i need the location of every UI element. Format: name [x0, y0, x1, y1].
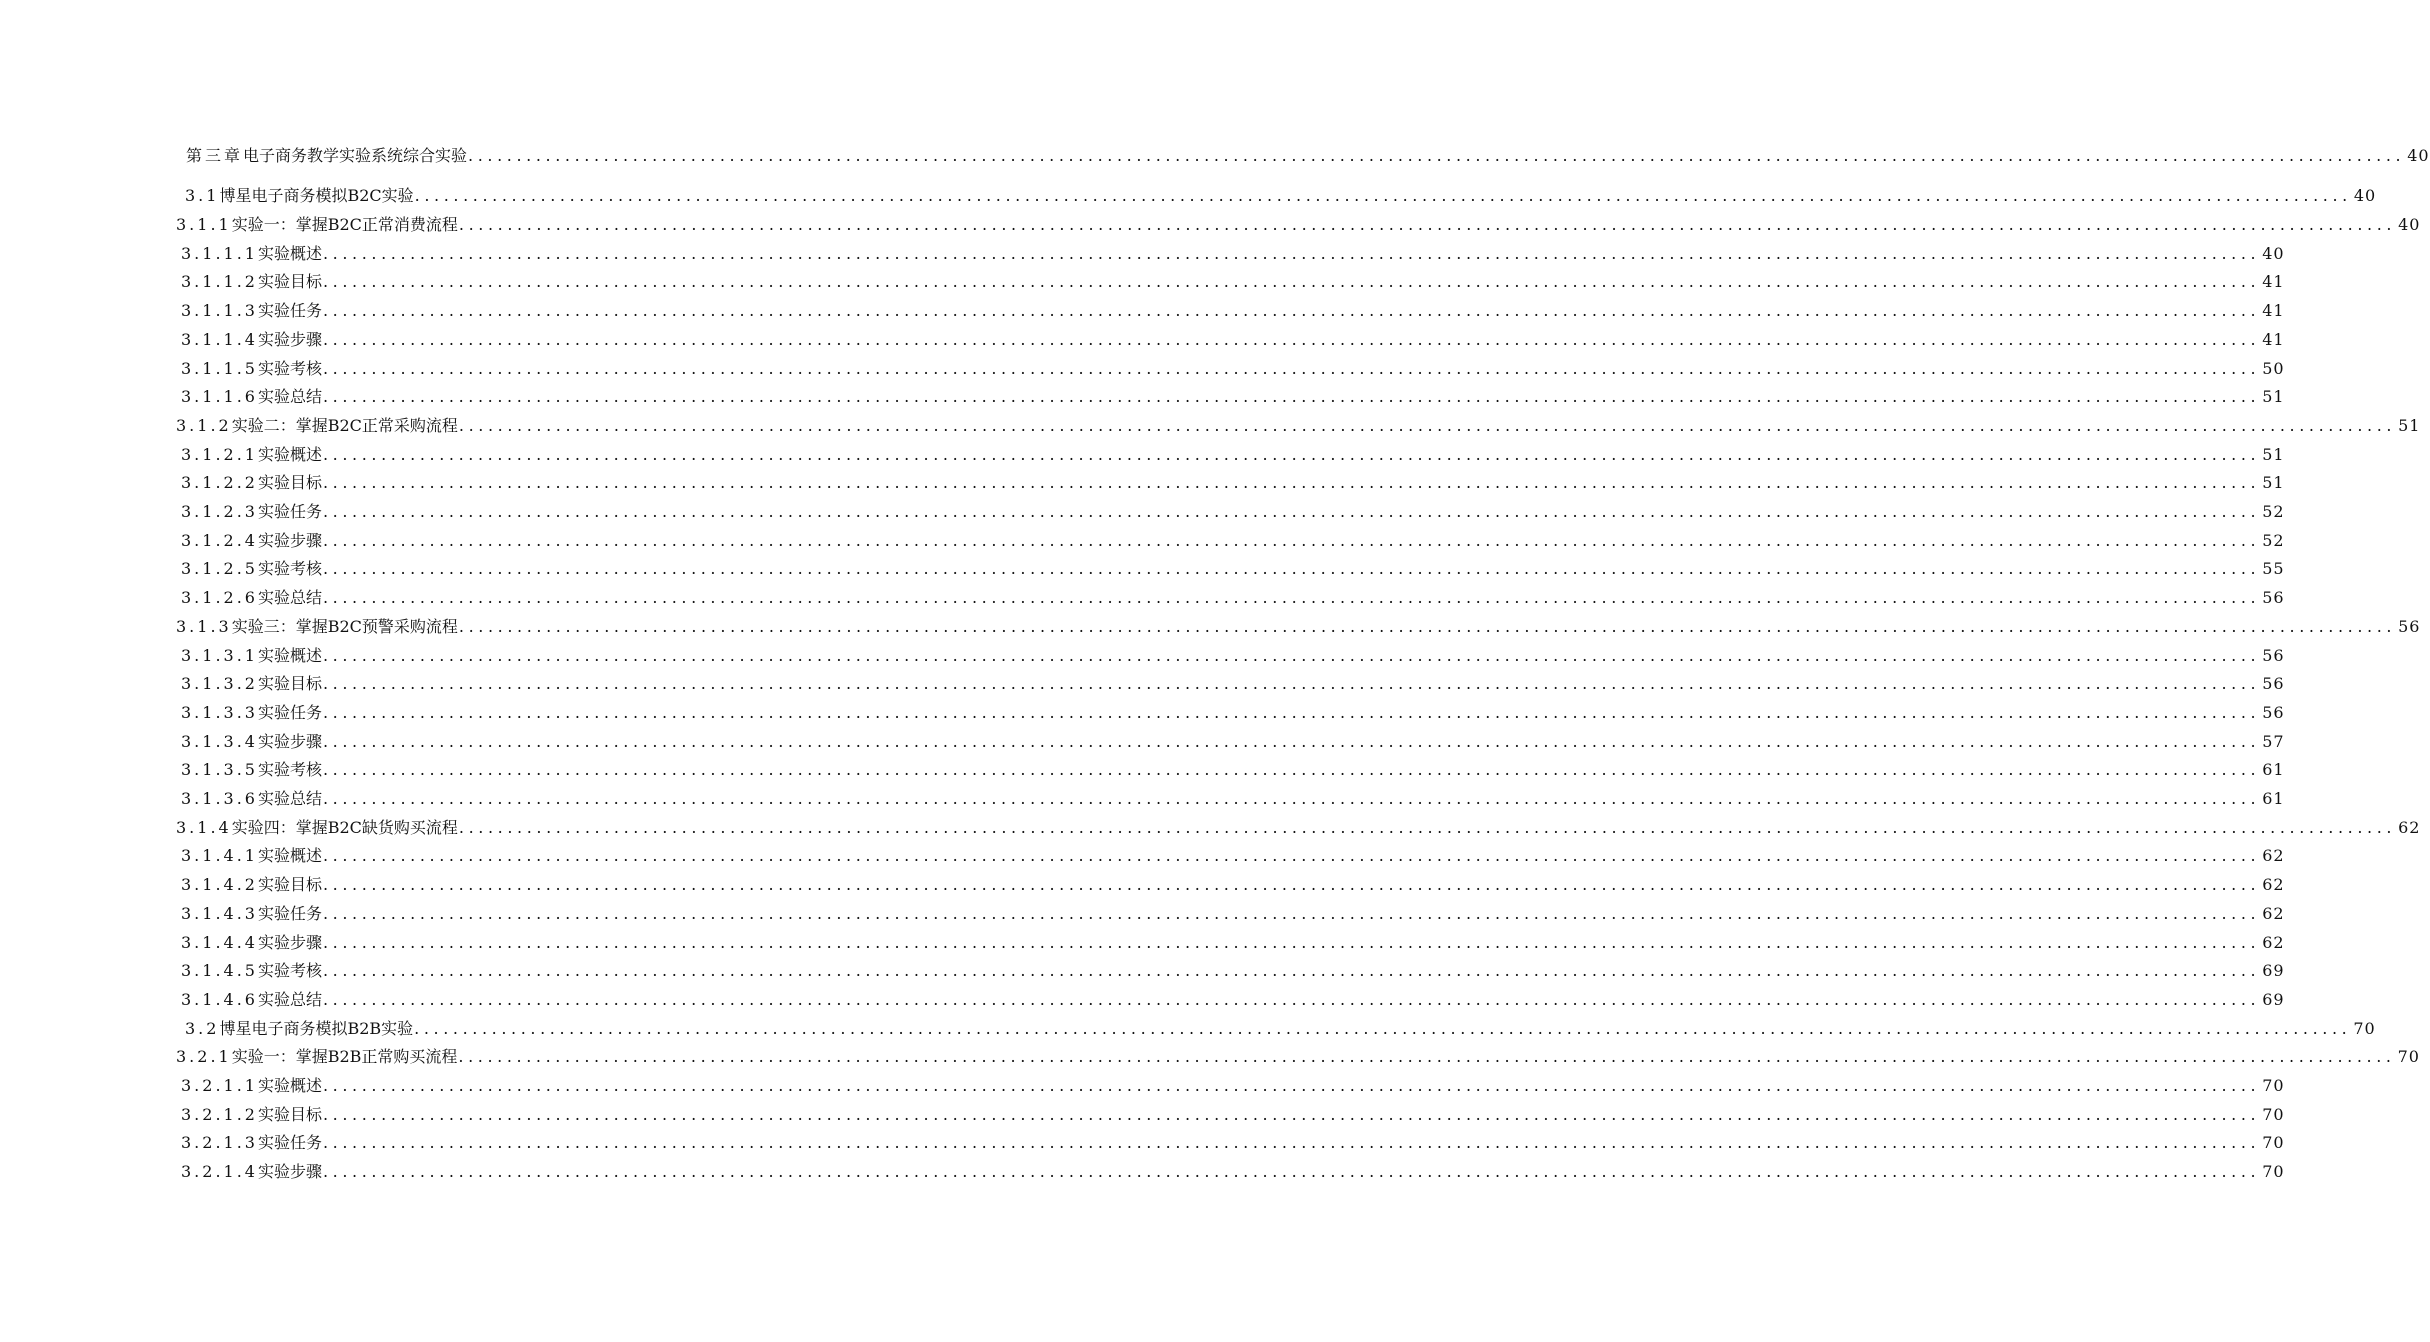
toc-entry[interactable]: [186, 142, 2430, 166]
toc-entry-title: 实验概述: [257, 1076, 322, 1095]
toc-entry[interactable]: [181, 498, 2285, 522]
toc-page-number: 40: [2262, 244, 2285, 263]
toc-entry-number: 3.1.2.6: [181, 588, 258, 607]
toc-page-number: 56: [2262, 588, 2285, 607]
toc-dot-leader: ........................................................................................................................................................................................................: [458, 215, 2397, 234]
toc-entry-title: 实验总结: [257, 990, 322, 1009]
toc-dot-leader: ........................................................................................................................................................................................................: [323, 904, 2261, 923]
toc-entry-number: 3.1.1.1: [181, 244, 258, 263]
toc-entry-title: 实验概述: [257, 846, 322, 865]
toc-entry-title: 实验考核: [257, 359, 322, 378]
toc-page-number: 69: [2262, 961, 2285, 980]
toc-entry[interactable]: [181, 670, 2285, 694]
toc-entry-title: 实验任务: [257, 904, 322, 923]
toc-entry-title: 实验考核: [257, 760, 322, 779]
toc-page-number: 61: [2262, 760, 2285, 779]
toc-entry-title: 实验目标: [257, 875, 322, 894]
toc-entry[interactable]: [181, 756, 2285, 780]
toc-entry-number: 3.1.2.1: [181, 445, 258, 464]
toc-page-number: 70: [2262, 1076, 2285, 1095]
toc-dot-leader: ........................................................................................................................................................................................................: [323, 445, 2261, 464]
toc-entry[interactable]: [181, 297, 2285, 321]
toc-entry[interactable]: [181, 957, 2285, 981]
toc-dot-leader: ........................................................................................................................................................................................................: [323, 1133, 2261, 1152]
toc-entry[interactable]: [181, 584, 2285, 608]
toc-page-number: 61: [2262, 789, 2285, 808]
toc-entry-title: 实验任务: [257, 301, 322, 320]
toc-page-number: 62: [2262, 933, 2285, 952]
toc-entry-number: 3.1.1.2: [181, 272, 258, 291]
toc-dot-leader: ........................................................................................................................................................................................................: [414, 1019, 2352, 1038]
toc-dot-leader: ........................................................................................................................................................................................................: [323, 646, 2261, 665]
toc-entry-number: 3.1.1.3: [181, 301, 258, 320]
toc-entry-title: 实验一：掌握B2B正常购买流程: [231, 1047, 458, 1066]
toc-entry-number: 3.2.1.2: [181, 1105, 258, 1124]
toc-entry[interactable]: [181, 555, 2285, 579]
toc-entry[interactable]: [176, 814, 2421, 838]
toc-entry[interactable]: [181, 1101, 2285, 1125]
toc-entry-number: 3.1.3: [176, 617, 232, 636]
toc-entry-number: 3.2.1.3: [181, 1133, 258, 1152]
toc-entry-title: 实验步骤: [257, 732, 322, 751]
toc-page-number: 70: [2262, 1162, 2285, 1181]
toc-entry-title: 实验总结: [257, 387, 322, 406]
toc-entry-number: 3.1.4.1: [181, 846, 258, 865]
toc-dot-leader: ........................................................................................................................................................................................................: [414, 186, 2352, 205]
toc-entry-title: 实验任务: [257, 1133, 322, 1152]
toc-page-number: 40: [2398, 215, 2421, 234]
toc-page-number: 51: [2398, 416, 2421, 435]
toc-entry-number: 3.1.2.4: [181, 531, 258, 550]
toc-dot-leader: ........................................................................................................................................................................................................: [458, 1047, 2396, 1066]
toc-entry-title: 实验目标: [257, 1105, 322, 1124]
toc-page-number: 56: [2262, 703, 2285, 722]
toc-entry-title: 实验步骤: [257, 1162, 322, 1181]
toc-page-number: 62: [2262, 904, 2285, 923]
toc-dot-leader: ........................................................................................................................................................................................................: [323, 330, 2261, 349]
toc-entry-number: 3.1.4.2: [181, 875, 258, 894]
toc-entry-number: 3.1.1.4: [181, 330, 258, 349]
toc-entry[interactable]: [181, 699, 2285, 723]
toc-entry[interactable]: [181, 326, 2285, 350]
toc-entry[interactable]: [181, 240, 2285, 264]
toc-entry-title: 实验概述: [257, 646, 322, 665]
toc-entry-number: 3.1.3.2: [181, 674, 258, 693]
toc-entry-title: 实验二：掌握B2C正常采购流程: [231, 416, 458, 435]
toc-entry-title: 实验步骤: [257, 531, 322, 550]
toc-entry-title: 实验步骤: [257, 330, 322, 349]
toc-dot-leader: ........................................................................................................................................................................................................: [323, 559, 2261, 578]
toc-page-number: 69: [2262, 990, 2285, 1009]
toc-dot-leader: ........................................................................................................................................................................................................: [323, 1162, 2261, 1181]
toc-dot-leader: ........................................................................................................................................................................................................: [323, 732, 2261, 751]
toc-dot-leader: ........................................................................................................................................................................................................: [323, 473, 2261, 492]
toc-entry-title: 博星电子商务模拟B2B实验: [219, 1019, 414, 1038]
toc-dot-leader: ........................................................................................................................................................................................................: [323, 301, 2261, 320]
toc-entry[interactable]: [185, 1015, 2376, 1039]
toc-entry[interactable]: [181, 842, 2285, 866]
toc-entry-number: 3.1.2.3: [181, 502, 258, 521]
toc-page-number: 40: [2353, 186, 2377, 205]
toc-entry-number: 3.1.3.6: [181, 789, 258, 808]
toc-entry[interactable]: [181, 986, 2285, 1010]
toc-page-number: 56: [2262, 674, 2285, 693]
toc-dot-leader: ........................................................................................................................................................................................................: [323, 1105, 2261, 1124]
toc-entry-number: 3.1.2.5: [181, 559, 258, 578]
toc-page-number: 62: [2398, 818, 2421, 837]
toc-page-number: 41: [2262, 330, 2285, 349]
toc-entry-number: 3.2.1.4: [181, 1162, 258, 1181]
toc-entry-number: 第三章: [186, 146, 244, 165]
toc-entry-title: 实验三：掌握B2C预警采购流程: [231, 617, 458, 636]
toc-dot-leader: ........................................................................................................................................................................................................: [323, 846, 2261, 865]
toc-page-number: 70: [2262, 1105, 2285, 1124]
toc-entry-title: 实验考核: [257, 961, 322, 980]
toc-entry[interactable]: [181, 929, 2285, 953]
toc-entry[interactable]: [176, 1043, 2420, 1067]
toc-entry-title: 博星电子商务模拟B2C实验: [219, 186, 414, 205]
toc-dot-leader: ........................................................................................................................................................................................................: [323, 703, 2261, 722]
toc-entry-title: 电子商务教学实验系统综合实验: [243, 146, 468, 165]
toc-page-number: 56: [2398, 617, 2421, 636]
toc-dot-leader: ........................................................................................................................................................................................................: [323, 387, 2261, 406]
toc-page-number: 51: [2262, 445, 2285, 464]
toc-entry[interactable]: [181, 527, 2285, 551]
toc-entry[interactable]: [176, 412, 2421, 436]
toc-entry[interactable]: [181, 785, 2285, 809]
toc-dot-leader: ........................................................................................................................................................................................................: [468, 146, 2406, 165]
toc-entry-title: 实验任务: [257, 502, 322, 521]
toc-entry-number: 3.1.1.6: [181, 387, 258, 406]
toc-dot-leader: ........................................................................................................................................................................................................: [323, 502, 2261, 521]
toc-dot-leader: ........................................................................................................................................................................................................: [323, 359, 2261, 378]
toc-entry[interactable]: [181, 469, 2285, 493]
toc-entry[interactable]: [181, 1072, 2285, 1096]
toc-dot-leader: ........................................................................................................................................................................................................: [323, 272, 2261, 291]
toc-page-number: 41: [2262, 301, 2285, 320]
toc-dot-leader: ........................................................................................................................................................................................................: [323, 531, 2261, 550]
toc-entry-title: 实验概述: [257, 244, 322, 263]
toc-entry-title: 实验目标: [257, 674, 322, 693]
toc-page-number: 40: [2407, 146, 2430, 165]
toc-entry-title: 实验一：掌握B2C正常消费流程: [231, 215, 458, 234]
toc-entry-number: 3.1.2: [176, 416, 232, 435]
toc-entry-number: 3.1.3.4: [181, 732, 258, 751]
toc-entry-title: 实验目标: [257, 272, 322, 291]
toc-entry[interactable]: [181, 1158, 2285, 1182]
toc-entry-number: 3.1.4.5: [181, 961, 258, 980]
toc-page-number: 70: [2353, 1019, 2376, 1038]
toc-entry[interactable]: [185, 182, 2377, 206]
toc-entry-number: 3.1.4.3: [181, 904, 258, 923]
toc-dot-leader: ........................................................................................................................................................................................................: [323, 933, 2261, 952]
toc-page-number: 62: [2262, 846, 2285, 865]
toc-entry-number: 3.2.1: [176, 1047, 232, 1066]
toc-entry-number: 3.1.1: [176, 215, 232, 234]
toc-page-number: 52: [2262, 531, 2285, 550]
toc-entry[interactable]: [181, 383, 2285, 407]
toc-dot-leader: ........................................................................................................................................................................................................: [458, 818, 2397, 837]
toc-entry[interactable]: [181, 268, 2285, 292]
toc-entry-number: 3.2: [185, 1019, 220, 1038]
toc-entry-number: 3.1.3.3: [181, 703, 258, 722]
toc-entry-title: 实验总结: [257, 588, 322, 607]
toc-dot-leader: ........................................................................................................................................................................................................: [323, 990, 2261, 1009]
toc-page-number: 70: [2397, 1047, 2420, 1066]
toc-dot-leader: ........................................................................................................................................................................................................: [323, 244, 2261, 263]
toc-entry-title: 实验考核: [257, 559, 322, 578]
toc-page-number: 70: [2262, 1133, 2285, 1152]
toc-page-number: 52: [2262, 502, 2285, 521]
toc-dot-leader: ........................................................................................................................................................................................................: [323, 961, 2261, 980]
toc-entry-number: 3.1: [185, 186, 220, 205]
toc-entry-title: 实验目标: [257, 473, 322, 492]
toc-entry-number: 3.2.1.1: [181, 1076, 258, 1095]
toc-entry[interactable]: [181, 642, 2285, 666]
toc-entry[interactable]: [181, 871, 2285, 895]
toc-entry-number: 3.1.2.2: [181, 473, 258, 492]
toc-entry-number: 3.1.4.4: [181, 933, 258, 952]
toc-entry-number: 3.1.3.1: [181, 646, 258, 665]
toc-entry-title: 实验概述: [257, 445, 322, 464]
toc-page-number: 57: [2262, 732, 2285, 751]
toc-entry[interactable]: [181, 355, 2285, 379]
toc-dot-leader: ........................................................................................................................................................................................................: [323, 674, 2261, 693]
toc-page-number: 51: [2262, 387, 2285, 406]
toc-entry-number: 3.1.1.5: [181, 359, 258, 378]
toc-dot-leader: ........................................................................................................................................................................................................: [323, 1076, 2261, 1095]
toc-entry-title: 实验步骤: [257, 933, 322, 952]
toc-entry[interactable]: [176, 211, 2421, 235]
toc-page-number: 50: [2262, 359, 2285, 378]
toc-entry-title: 实验任务: [257, 703, 322, 722]
toc-dot-leader: ........................................................................................................................................................................................................: [323, 789, 2261, 808]
toc-entry-title: 实验总结: [257, 789, 322, 808]
toc-entry[interactable]: [181, 441, 2285, 465]
toc-page-number: 55: [2262, 559, 2285, 578]
toc-entry-number: 3.1.3.5: [181, 760, 258, 779]
toc-dot-leader: ........................................................................................................................................................................................................: [458, 617, 2397, 636]
toc-dot-leader: ........................................................................................................................................................................................................: [323, 875, 2261, 894]
toc-page-number: 62: [2262, 875, 2285, 894]
toc-page-number: 51: [2262, 473, 2285, 492]
toc-dot-leader: ........................................................................................................................................................................................................: [458, 416, 2397, 435]
toc-entry[interactable]: [181, 1129, 2285, 1153]
toc-entry[interactable]: [181, 900, 2285, 924]
toc-entry[interactable]: [176, 613, 2421, 637]
toc-dot-leader: ........................................................................................................................................................................................................: [323, 588, 2261, 607]
toc-entry-title: 实验四：掌握B2C缺货购买流程: [231, 818, 458, 837]
toc-page-number: 56: [2262, 646, 2285, 665]
toc-page-number: 41: [2262, 272, 2285, 291]
toc-dot-leader: ........................................................................................................................................................................................................: [323, 760, 2261, 779]
toc-entry-number: 3.1.4: [176, 818, 232, 837]
toc-entry[interactable]: [181, 728, 2285, 752]
toc-entry-number: 3.1.4.6: [181, 990, 258, 1009]
